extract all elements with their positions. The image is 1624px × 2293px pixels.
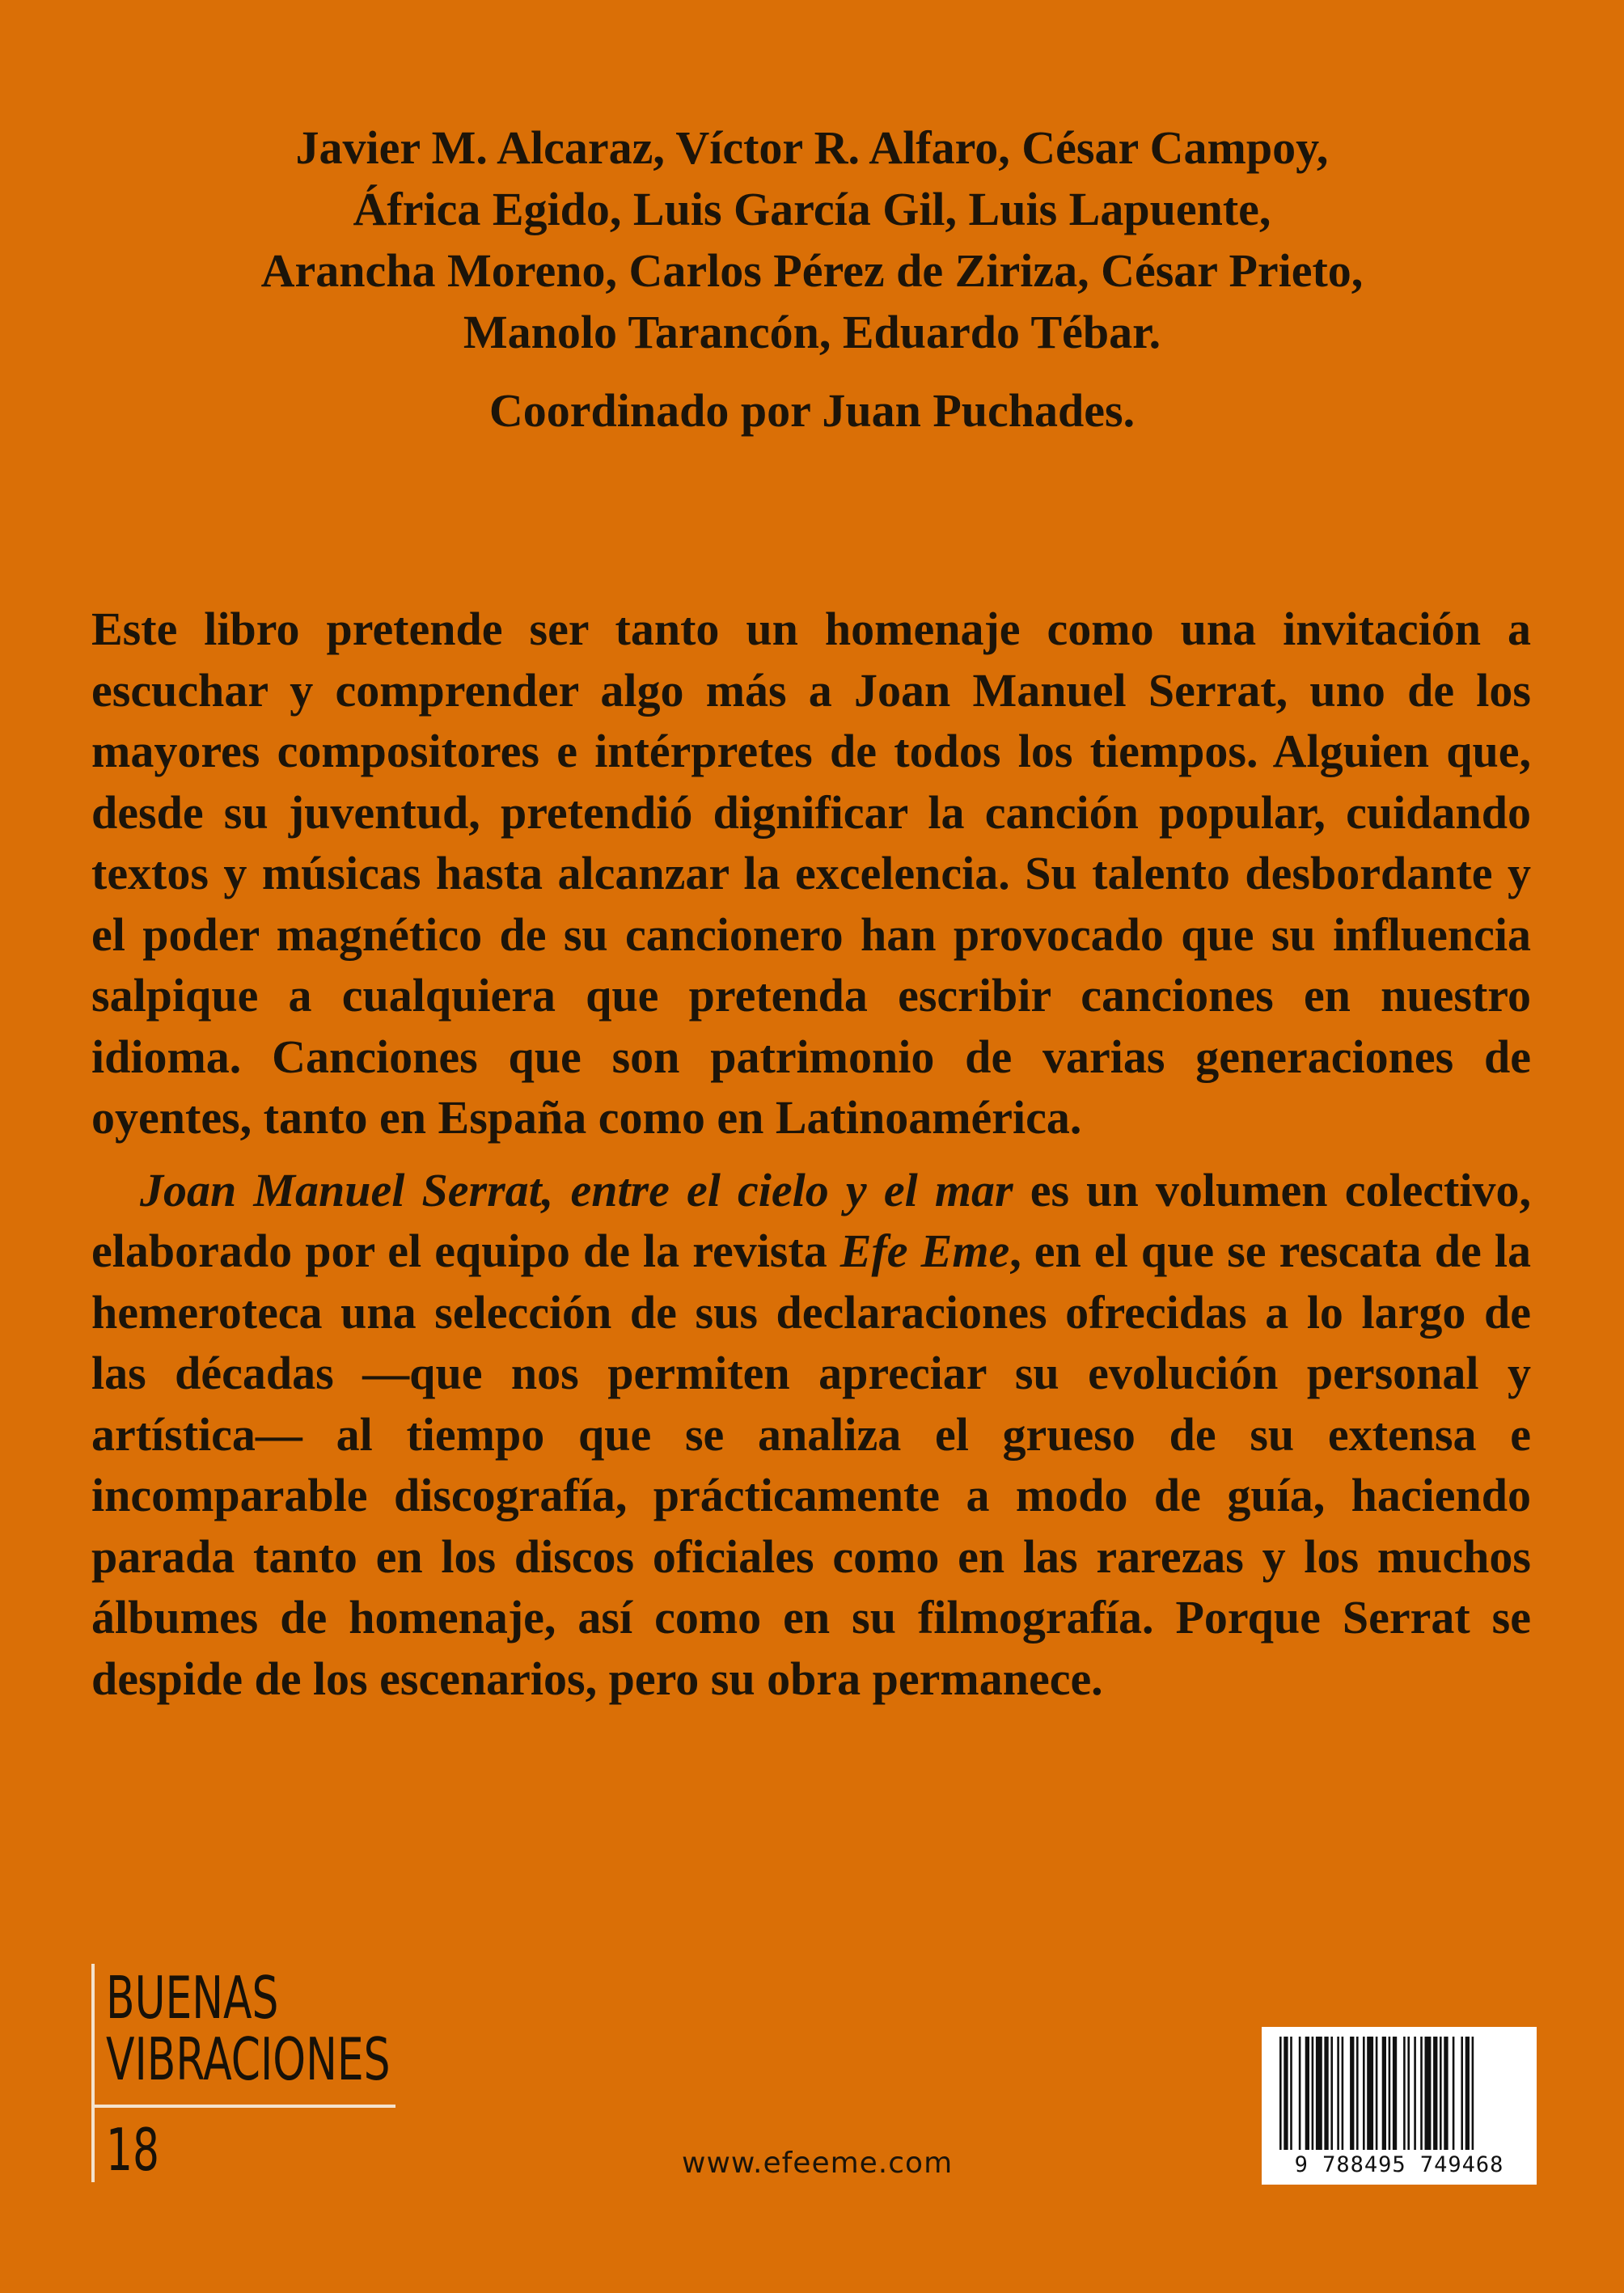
barcode-bar <box>1407 2037 1410 2150</box>
barcode-bar <box>1461 2037 1463 2150</box>
authors-line: África Egido, Luis García Gil, Luis Lapuente, <box>353 183 1271 235</box>
barcode-bar <box>1420 2037 1423 2150</box>
barcode-bar <box>1350 2037 1354 2150</box>
website-url: www.efeeme.com <box>682 2147 954 2180</box>
description-paragraph: Este libro pretende ser tanto un homenaje como una invitación a escuchar y comprender algo más a Joan Manuel Serrat, uno de los mayores compositores e intérpretes de todos los tiempos. Alguien que, desde su juventud, pretendió dignificar la canción popular, cuidando textos y músicas hasta alcanzar la excelencia. Su talento desbordante y el poder magnético de su cancionero han provocado que su influencia salpique a cualquiera que pretenda escribir canciones en nuestro idioma. Canciones que son patrimonio de varias generaciones de oyentes, tanto en España como en Latinoamérica. <box>91 603 1531 1144</box>
description-text: , en el que se rescata de la hemeroteca una selección de sus declaraciones ofrecidas a lo largo de las décadas —que nos permiten apreciar su evolución personal y artística— al tiempo que se analiza el grueso de su extensa e incomparable discografía, prácticamente a modo de guía, haciendo parada tanto en los discos oficiales como en las rarezas y los muchos álbumes de homenaje, así como en su filmografía. Porque Serrat se despide de los escenarios, pero su obra permanece. <box>91 1225 1531 1705</box>
collection-name-line: BUENAS <box>106 1964 279 2032</box>
magazine-name: Efe Eme <box>839 1225 1010 1277</box>
barcode-bar <box>1465 2037 1470 2150</box>
barcode-bar <box>1316 2037 1322 2150</box>
barcode-bar <box>1279 2037 1282 2150</box>
barcode-bar <box>1305 2037 1309 2150</box>
barcode-bar <box>1414 2037 1416 2150</box>
barcode-bar <box>1330 2037 1333 2150</box>
authors-line: Manolo Tarancón, Eduardo Tébar. <box>463 306 1161 358</box>
barcode-bar <box>1312 2037 1314 2150</box>
description-paragraph <box>91 1160 1531 1710</box>
authors-list <box>0 117 1624 363</box>
barcode-bar <box>1382 2037 1386 2150</box>
collection-logo <box>91 1964 402 2182</box>
barcode-bar <box>1440 2037 1442 2150</box>
barcode-bar <box>1376 2037 1378 2150</box>
barcode-bar <box>1337 2037 1339 2150</box>
barcode-bar <box>1363 2037 1365 2150</box>
description-text: es un volumen colectivo, elaborado por el equipo de la revista <box>91 1163 1531 1277</box>
book-title: Joan Manuel Serrat, entre el cielo y el mar <box>140 1163 1013 1216</box>
barcode-bar <box>1367 2037 1373 2150</box>
barcode-bar <box>1389 2037 1391 2150</box>
collection-divider <box>95 2105 395 2108</box>
collection-number: 18 <box>106 2116 159 2184</box>
barcode-bar <box>1284 2037 1288 2150</box>
barcode-bar <box>1356 2037 1359 2150</box>
authors-line: Arancha Moreno, Carlos Pérez de Ziriza, César Prieto, <box>260 244 1364 297</box>
collection-name-line: VIBRACIONES <box>106 2025 391 2093</box>
barcode-bar <box>1299 2037 1301 2150</box>
barcode-bar <box>1472 2037 1474 2150</box>
collection-name <box>106 1964 391 2093</box>
barcode-bar <box>1444 2037 1448 2150</box>
barcode-bar <box>1425 2037 1432 2150</box>
barcode-bar <box>1324 2037 1328 2150</box>
barcode-bar <box>1403 2037 1406 2150</box>
barcode-digits: 9 788495 749468 <box>1294 2152 1504 2177</box>
barcode-bar <box>1393 2037 1397 2150</box>
isbn-barcode <box>1262 2027 1537 2185</box>
authors-line: Javier M. Alcaraz, Víctor R. Alfaro, César Campoy, <box>295 121 1329 174</box>
barcode-bar <box>1342 2037 1344 2150</box>
barcode-bar <box>1433 2037 1437 2150</box>
barcode-bar <box>1290 2037 1292 2150</box>
book-description <box>91 599 1531 1709</box>
barcode-bar <box>1453 2037 1455 2150</box>
coordinator-credit: Coordinado por Juan Puchades. <box>488 384 1136 437</box>
